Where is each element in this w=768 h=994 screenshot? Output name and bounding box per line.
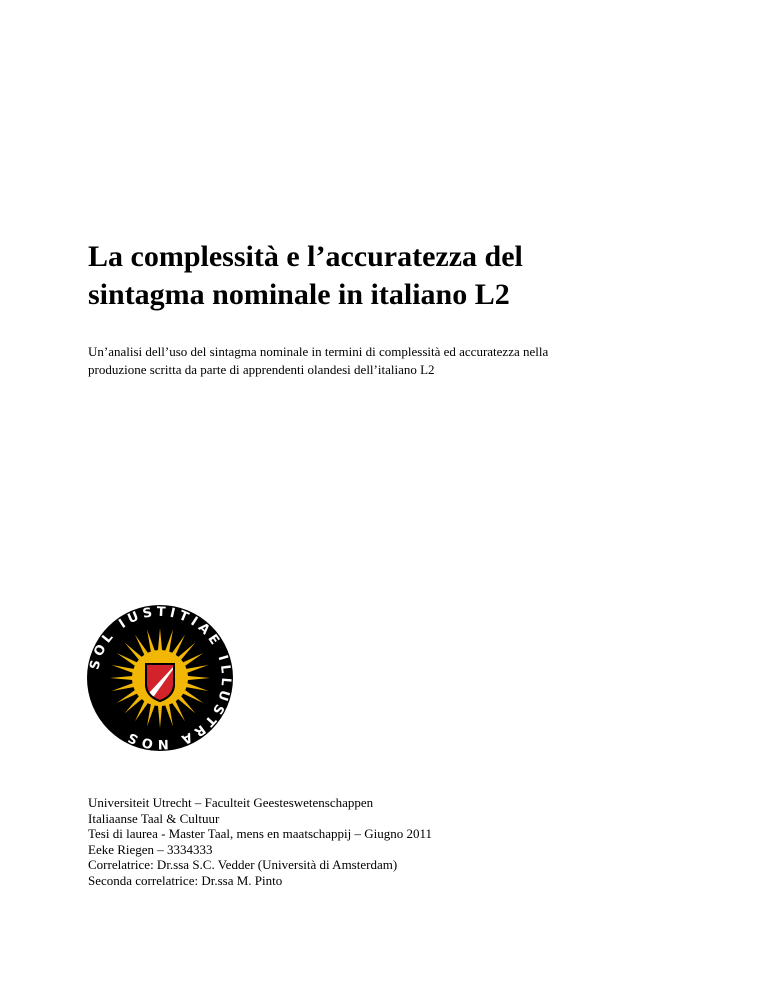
subtitle-line-2: produzione scritta da parte di apprendenti olandesi dell’italiano L2 [88, 362, 435, 377]
info-supervisor-2: Seconda correlatrice: Dr.ssa M. Pinto [88, 872, 283, 888]
document-subtitle [88, 343, 728, 379]
document-title [88, 238, 708, 314]
subtitle-line-1: Un’analisi dell’uso del sintagma nominale in termini di complessità ed accuratezza nella [88, 344, 549, 359]
university-seal-logo [86, 604, 234, 752]
title-line-1: La complessità e l’accuratezza del [88, 240, 523, 273]
info-supervisor-1: Correlatrice: Dr.ssa S.C. Vedder (Università di Amsterdam) [88, 857, 398, 873]
title-line-2: sintagma nominale in italiano L2 [88, 278, 510, 311]
document-info [88, 795, 728, 889]
info-thesis: Tesi di laurea - Master Taal, mens en maatschappij – Giugno 2011 [88, 826, 433, 842]
info-author: Eeke Riegen – 3334333 [88, 841, 213, 857]
info-university: Universiteit Utrecht – Faculteit Geesteswetenschappen [88, 795, 374, 810]
shield-icon [146, 664, 174, 701]
seal-motto-text: SOL IUSTITIAE ILLUSTRA NOS [87, 604, 234, 752]
info-department: Italiaanse Taal & Cultuur [88, 810, 220, 826]
